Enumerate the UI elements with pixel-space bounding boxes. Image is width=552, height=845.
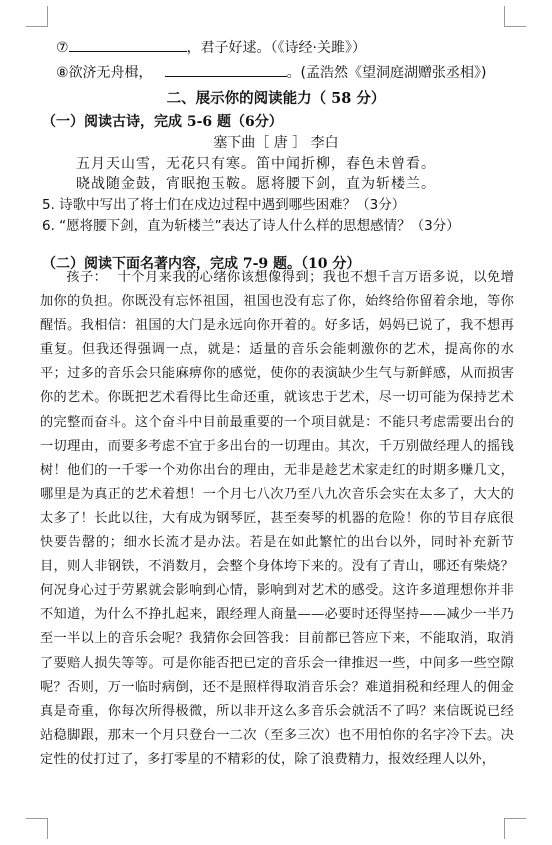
answer-blank[interactable]: [69, 37, 187, 52]
crop-mark-bl-h: [26, 818, 48, 819]
letter-salutation: 孩子：: [66, 270, 108, 285]
crop-mark-bl-v: [47, 818, 48, 839]
question-6: 6. “愿将腰下剑，直为斩楼兰”表达了诗人什么样的思想感情？（3分）: [42, 218, 460, 234]
poem-line-2: 晓战随金鼓，宵眠抱玉鞍。愿将腰下剑，直为斩楼兰。: [76, 176, 436, 192]
crop-mark-tr-h: [504, 26, 526, 27]
crop-mark-tr-v: [504, 6, 505, 27]
letter-passage: [40, 266, 514, 772]
answer-blank[interactable]: [165, 62, 287, 77]
part1-heading: （一）阅读古诗，完成 5-6 题（6分）: [42, 114, 283, 130]
letter-body: 十个月来我的心绪你该想像得到；我也不想千言万语多说，以免增加你的负担。你既没有忘怀祖国，祖国也没有忘了你，始终给你留着余地，等你醒悟。我相信：祖国的大门是永远向你开着的。好多话，妈妈已说了，我不想再重复。但我还得强调一点，就是：适量的音乐会能刺激你的艺术，提高你的水平；过多的音乐会只能麻痹你的感觉，使你的表演缺少生气与新鲜感，从而损害你的艺术。你既把艺术看得比生命还重，就该忠于艺术，尽一切可能为保持艺术的完整而奋斗。这个奋斗中目前最重要的一个项目就是：不能只考虑需要出台的一切理由，而要多考虑不宜于多出台的一切理由。其次，千万别做经理人的摇钱树！他们的一千零一个劝你出台的理由，无非是趁艺术家走红的时期多赚几文，哪里是为真正的艺术着想！一个月七八次乃至八九次音乐会实在太多了，大大的太多了！长此以往，大有成为钢琴匠，甚至奏琴的机器的危险！你的节目存底很快要告罄的；细水长流才是办法。若是在如此繁忙的出台以外，同时补充新节目，则人非钢铁，不消数月，会整个身体垮下来的。没有了青山，哪还有柴烧？何况身心过于劳累就会影响到心情，影响到对艺术的感受。这许多道理想你并非不知道，为什么不挣扎起来，跟经理人商量——必要时还得坚持——减少一半乃至一半以上的音乐会呢？我猜你会回答我：目前都已答应下来，不能取消，取消了要赔人损失等等。可是你能否把已定的音乐会一律推迟一些，中间多一些空隙呢？否则，万一临时病倒，还不是照样得取消音乐会？难道捐税和经理人的佣金真是奇重，你每次所得极微，所以非开这么多音乐会就活不了吗？来信既说已经站稳脚跟，那末一个月只登台一二次（至多三次）也不用怕你的名字冷下去。决定性的仗打过了，多打零星的不精彩的仗，除了浪费精力，报效经理人以外，: [40, 270, 514, 767]
section-title: 二、展示你的阅读能力（ 58 分）: [166, 90, 386, 107]
item-number: ⑧: [56, 65, 69, 81]
item-text-after: ，君子好逑。（《诗经·关雎》）: [186, 40, 367, 56]
poem-line-1: 五月天山雪，无花只有寒。笛中闻折柳，春色未曾看。: [76, 156, 436, 172]
item-text-before: 欲济无舟楫，: [68, 65, 153, 81]
crop-mark-tl-h: [26, 26, 48, 27]
question-5: 5. 诗歌中写出了将士们在戍边过程中遇到哪些困难？（3分）: [42, 197, 406, 213]
item-number: ⑦: [56, 40, 69, 56]
part2-heading: （二）阅读下面名著内容，完成 7-9 题。（10 分）: [42, 256, 361, 272]
crop-mark-br-h: [504, 818, 526, 819]
fill-item-8: [56, 62, 487, 83]
poem-title: 塞下曲［ 唐 ］ 李白: [213, 135, 339, 151]
crop-mark-tl-v: [47, 6, 48, 27]
item-text-after: 。(孟浩然《望洞庭湖赠张丞相》): [286, 65, 487, 81]
fill-item-7: [56, 37, 366, 58]
crop-mark-br-v: [504, 818, 505, 839]
